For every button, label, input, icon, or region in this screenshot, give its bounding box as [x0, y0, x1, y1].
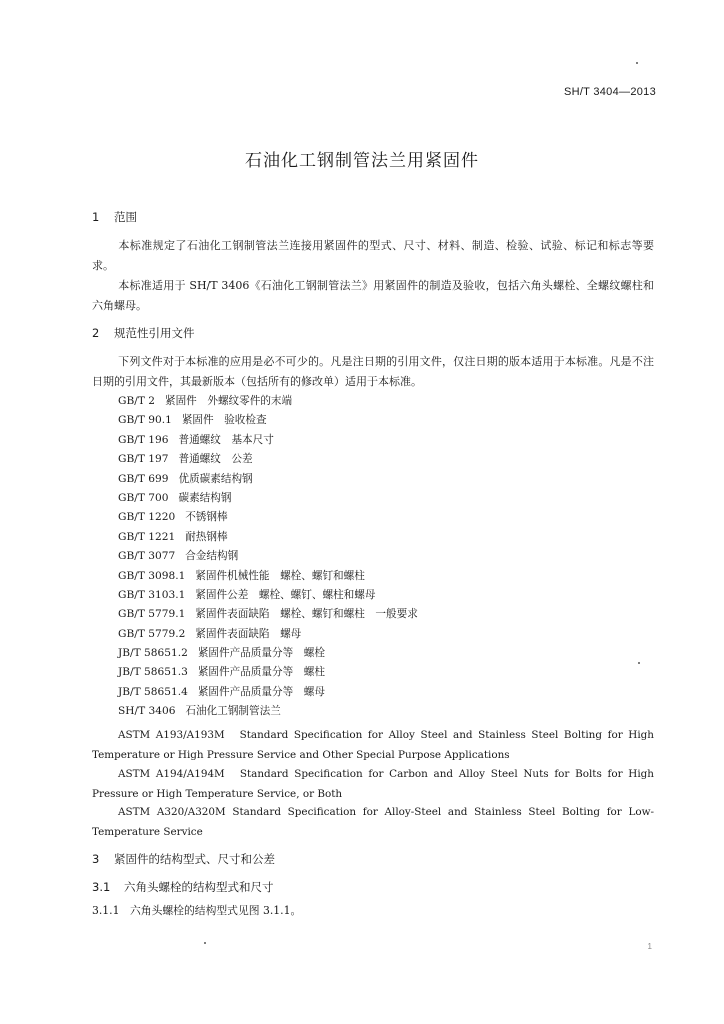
- subsection-number: 3.1: [92, 880, 111, 894]
- section-number: 3: [92, 852, 100, 866]
- subsection-title: 六角头螺栓的结构型式和尺寸: [124, 880, 274, 894]
- astm-reference-a193: ASTM A193/A193M Standard Specification for Alloy Steel and Stainless Steel Bolting for High Temperature or High Pressure Service and Other Special Purpose Applications: [92, 729, 654, 761]
- reference-item: JB/T 58651.3 紧固件产品质量分等 螺柱: [118, 666, 325, 679]
- section-1-paragraph-1: 本标准规定了石油化工钢制管法兰连接用紧固件的型式、尺寸、材料、制造、检验、试验、标记和标志等要求。: [92, 239, 654, 272]
- reference-item: GB/T 196 普通螺纹 基本尺寸: [118, 433, 274, 446]
- scan-speck: [638, 662, 640, 664]
- reference-item: GB/T 3077 合金结构钢: [118, 550, 239, 563]
- normative-references-list: [92, 392, 654, 722]
- reference-item: GB/T 90.1 紧固件 验收检查: [118, 414, 267, 427]
- reference-item: GB/T 5779.2 紧固件表面缺陷 螺母: [118, 627, 302, 640]
- scan-speck: [204, 942, 206, 944]
- reference-item: GB/T 2 紧固件 外螺纹零件的末端: [118, 395, 293, 407]
- section-title: 范围: [114, 210, 137, 224]
- section-title: 规范性引用文件: [114, 326, 195, 340]
- reference-item: JB/T 58651.2 紧固件产品质量分等 螺栓: [118, 647, 325, 660]
- standard-code-header: SH/T 3404—2013: [563, 86, 656, 98]
- astm-reference-a194: ASTM A194/A194M Standard Specification for Carbon and Alloy Steel Nuts for Bolts for High Pressure or High Temperature Service, or Both: [92, 768, 654, 800]
- reference-item: GB/T 1221 耐热钢棒: [118, 530, 228, 543]
- astm-reference-a320: ASTM A320/A320M Standard Specification for Alloy-Steel and Stainless Steel Bolting for Low-Temperature Service: [92, 806, 654, 838]
- reference-item: GB/T 1220 不锈钢棒: [118, 511, 228, 524]
- scan-speck: [636, 62, 638, 64]
- reference-item: JB/T 58651.4 紧固件产品质量分等 螺母: [118, 685, 325, 698]
- reference-item: GB/T 197 普通螺纹 公差: [118, 453, 253, 466]
- clause-number: 3.1.1: [92, 904, 120, 917]
- page-number: 1: [647, 942, 652, 951]
- section-1-heading: [92, 209, 137, 225]
- reference-item: SH/T 3406 石油化工钢制管法兰: [118, 705, 281, 718]
- reference-item: GB/T 3098.1 紧固件机械性能 螺栓、螺钉和螺柱: [118, 569, 365, 582]
- reference-item: GB/T 3103.1 紧固件公差 螺栓、螺钉、螺柱和螺母: [118, 588, 376, 601]
- section-number: 2: [92, 326, 100, 340]
- reference-item: GB/T 5779.1 紧固件表面缺陷 螺栓、螺钉和螺柱 一般要求: [118, 608, 418, 621]
- clause-text: 六角头螺栓的结构型式见图 3.1.1。: [130, 904, 302, 917]
- subsection-3-1-heading: [92, 879, 274, 895]
- clause-3-1-1: [92, 903, 301, 918]
- reference-item: GB/T 699 优质碳素结构钢: [118, 472, 253, 485]
- section-number: 1: [92, 210, 100, 224]
- section-2-heading: [92, 325, 195, 341]
- section-2-intro: 下列文件对于本标准的应用是必不可少的。凡是注日期的引用文件，仅注日期的版本适用于本标准。凡是不注日期的引用文件，其最新版本（包括所有的修改单）适用于本标准。: [92, 355, 654, 388]
- section-title: 紧固件的结构型式、尺寸和公差: [114, 852, 275, 866]
- section-1-paragraph-2: 本标准适用于 SH/T 3406《石油化工钢制管法兰》用紧固件的制造及验收，包括六角头螺栓、全螺纹螺柱和六角螺母。: [92, 279, 654, 312]
- document-title: 石油化工钢制管法兰用紧固件: [245, 151, 479, 171]
- section-3-heading: [92, 851, 275, 867]
- reference-item: GB/T 700 碳素结构钢: [118, 491, 232, 504]
